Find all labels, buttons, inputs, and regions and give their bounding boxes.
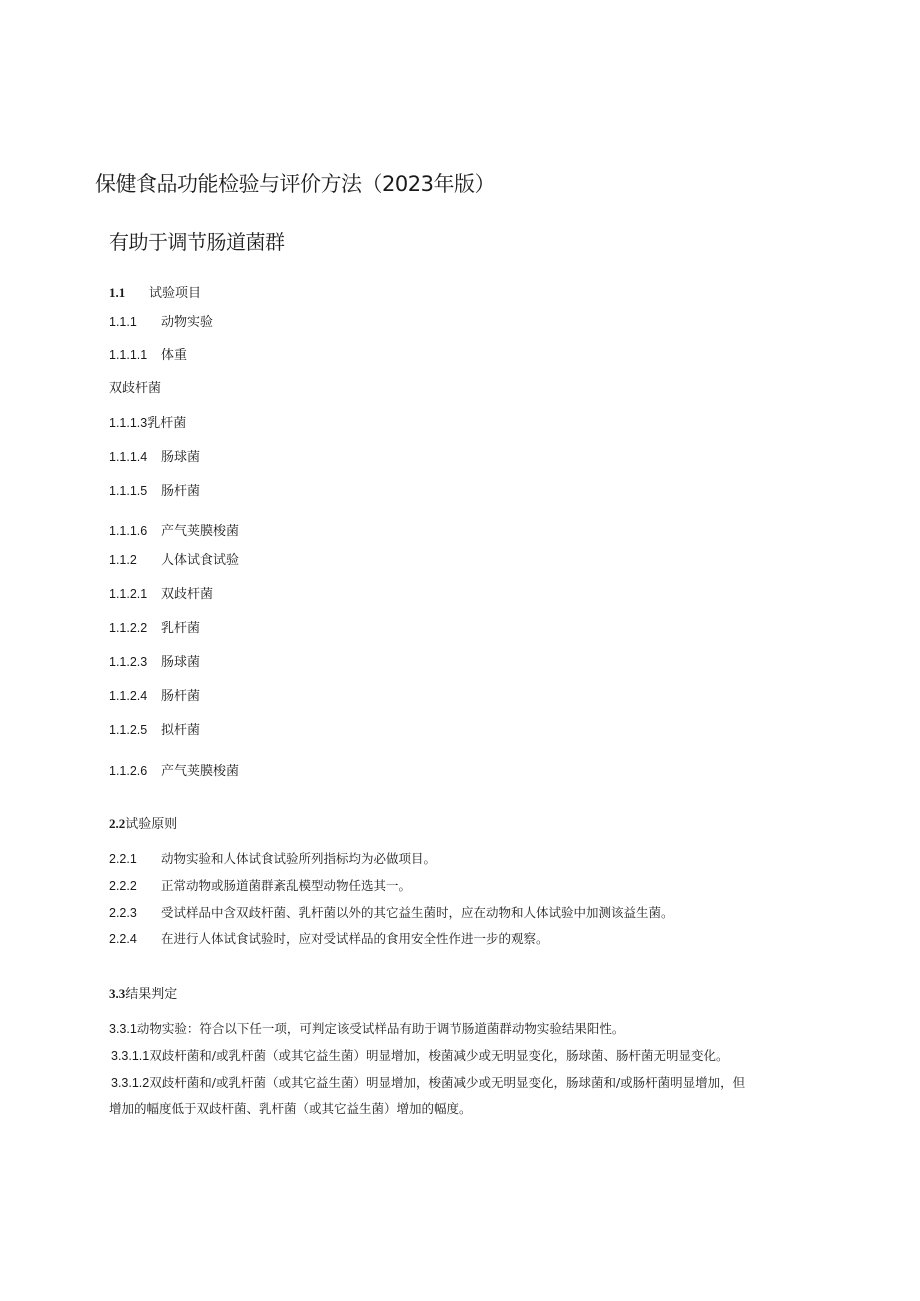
list-item: 1.1.2.5 拟杆菌 — [109, 723, 201, 738]
heading-number: 1.1 — [109, 285, 126, 300]
list-item: 1.1.1.1 体重 — [109, 348, 188, 363]
list-item: 1.1.1.3 乳杆菌 — [109, 416, 187, 431]
heading-label: 结果判定 — [125, 987, 178, 1002]
list-item: 2.2.1 动物实验和人体试食试验所列指标均为必做项目。 — [109, 851, 437, 866]
document-title: 保健食品功能检验与评价方法（2023年版） — [95, 172, 495, 196]
paragraph: 3.3.1 动物实验：符合以下任一项，可判定该受试样品有助于调节肠道菌群动物实验结果阳性。 — [109, 1021, 625, 1036]
heading-label: 试验项目 — [149, 286, 202, 301]
list-item: 1.1.2.6 产气荚膜梭菌 — [109, 764, 240, 779]
list-item: 2.2.2 正常动物或肠道菌群紊乱模型动物任选其一。 — [109, 878, 412, 893]
heading-2-2 — [109, 813, 177, 832]
list-item: 1.1.2.1 双歧杆菌 — [109, 587, 214, 602]
section-title: 有助于调节肠道菌群 — [109, 230, 285, 254]
list-item: 2.2.4 在进行人体试食试验时，应对受试样品的食用安全性作进一步的观察。 — [109, 931, 549, 946]
heading-number: 2.2 — [109, 816, 126, 831]
paragraph: 3.3.1.1 双歧杆菌和/或乳杆菌（或其它益生菌）明显增加，梭菌减少或无明显变化，肠球菌、肠杆菌无明显变化。 — [111, 1048, 729, 1063]
heading-number: 3.3 — [109, 986, 126, 1001]
heading-label: 试验原则 — [125, 817, 178, 832]
list-item: 1.1.1.6 产气荚膜梭菌 — [109, 524, 240, 539]
list-item: 1.1.2 人体试食试验 — [109, 553, 240, 568]
list-item: 1.1.2.4 肠杆菌 — [109, 689, 201, 704]
paragraph-continuation: 增加的幅度低于双歧杆菌、乳杆菌（或其它益生菌）增加的幅度。 — [109, 1101, 472, 1116]
heading-1-1 — [109, 282, 201, 301]
list-item: 1.1.2.2 乳杆菌 — [109, 621, 201, 636]
list-item: 1.1.1.4 肠球菌 — [109, 450, 201, 465]
list-item: 1.1.2.3 肠球菌 — [109, 655, 201, 670]
paragraph: 3.3.1.2 双歧杆菌和/或乳杆菌（或其它益生菌）明显增加，梭菌减少或无明显变化，肠球菌和/或肠杆菌明显增加，但 — [111, 1075, 746, 1090]
list-item: 2.2.3 受试样品中含双歧杆菌、乳杆菌以外的其它益生菌时，应在动物和人体试验中加测该益生菌。 — [109, 905, 674, 920]
list-item: 双歧杆菌 — [109, 381, 162, 396]
heading-3-3 — [109, 983, 177, 1002]
list-item: 1.1.1 动物实验 — [109, 315, 214, 330]
list-item: 1.1.1.5 肠杆菌 — [109, 484, 201, 499]
